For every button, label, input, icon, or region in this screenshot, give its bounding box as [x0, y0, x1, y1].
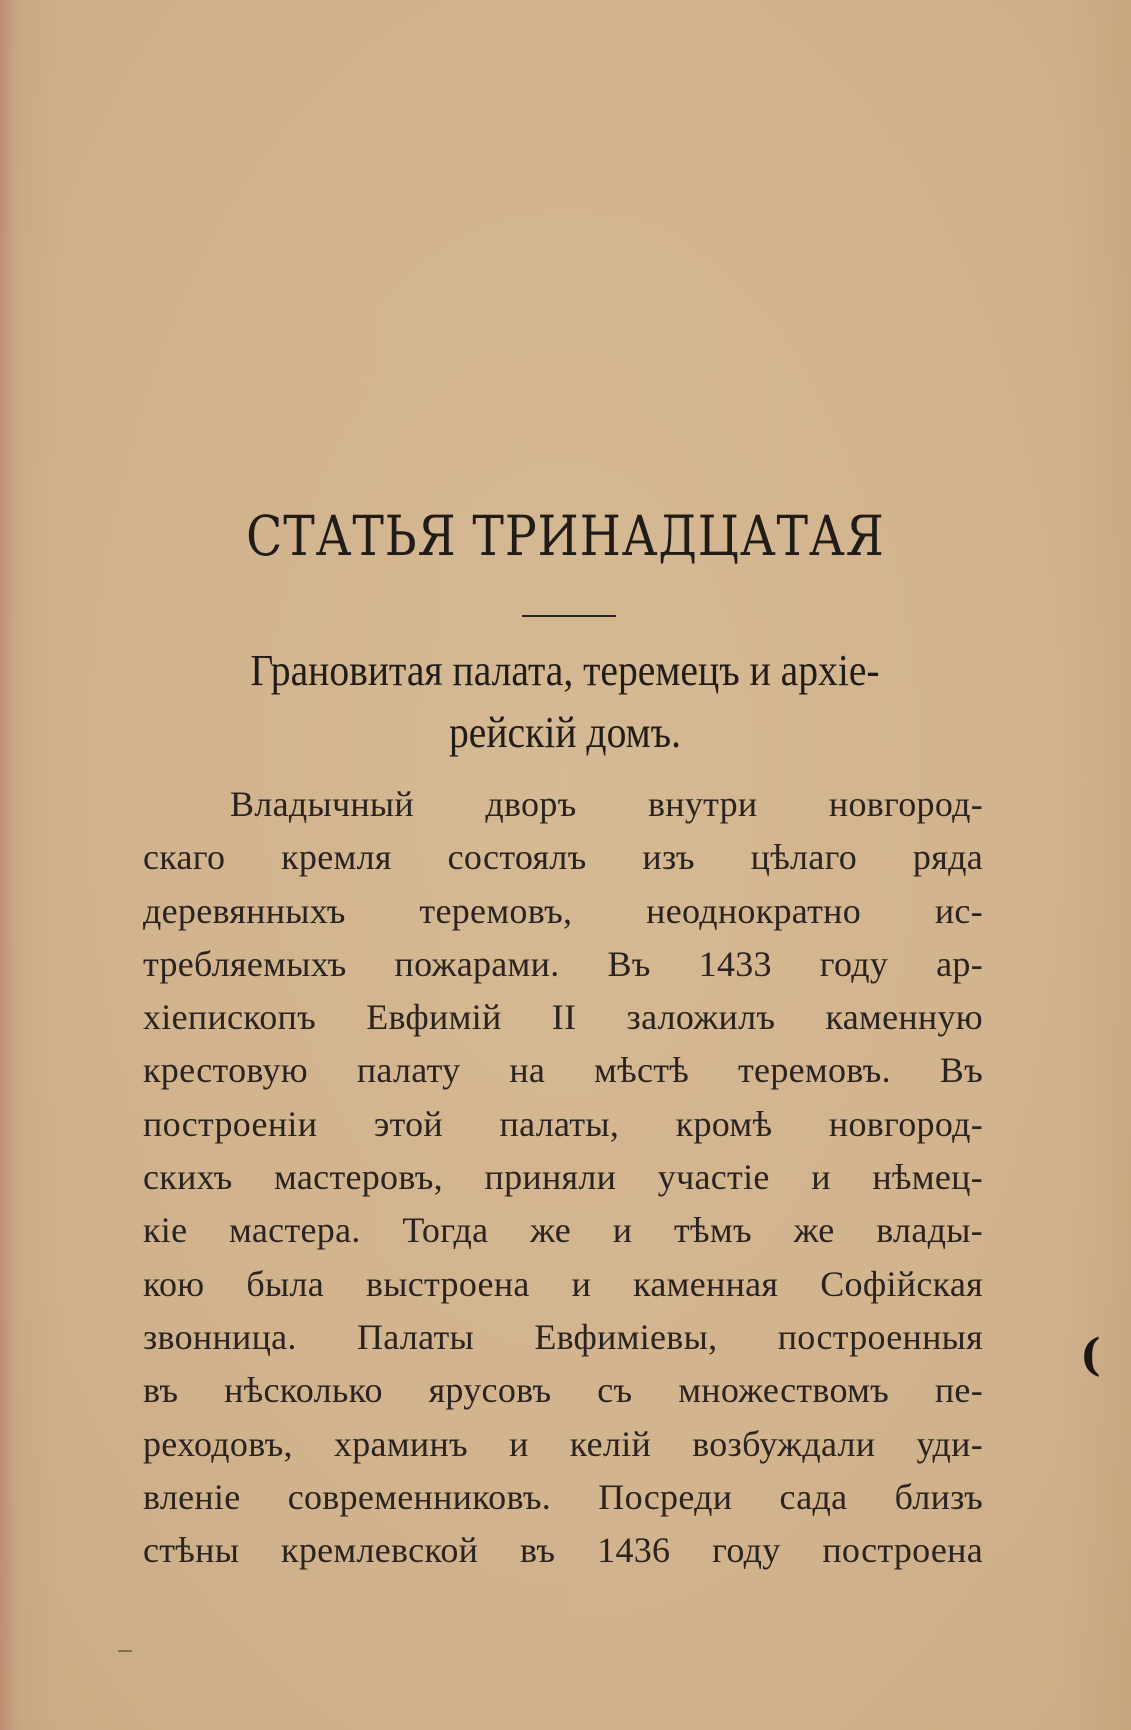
text-line: реходовъ, храминъ и келій возбуждали уди-: [143, 1423, 983, 1464]
text-line: кою была выстроена и каменная Софійская: [143, 1263, 983, 1304]
title-divider: [522, 615, 616, 617]
text-line: кіе мастера. Тогда же и тѣмъ же влады-: [143, 1210, 983, 1251]
text-line: стѣны кремлевской въ 1436 году построена: [143, 1530, 983, 1571]
subtitle-line: рейскій домъ.: [448, 708, 682, 757]
chapter-subtitle: [187, 640, 943, 764]
text-line: Владычный дворъ внутри новгород-: [230, 784, 983, 824]
body-paragraph: [143, 778, 983, 1577]
subtitle-line: Грановитая палата, теремецъ и архіе-: [250, 646, 880, 695]
page-speck: [118, 1650, 132, 1652]
text-line: въ нѣсколько ярусовъ съ множествомъ пе-: [143, 1370, 983, 1411]
text-line: скихъ мастеровъ, приняли участіе и нѣмец-: [143, 1157, 983, 1198]
text-line: хіепископъ Евфимій II заложилъ каменную: [143, 997, 983, 1038]
text-line: построеніи этой палаты, кромѣ новгород-: [143, 1103, 983, 1144]
text-line: крестовую палату на мѣстѣ теремовъ. Въ: [143, 1050, 983, 1091]
text-line: звонница. Палаты Евфиміевы, построенныя: [143, 1316, 983, 1357]
margin-mark: (: [1080, 1330, 1101, 1381]
text-line: требляемыхъ пожарами. Въ 1433 году ар-: [143, 943, 983, 984]
text-line: вленіе современниковъ. Посреди сада близъ: [143, 1476, 983, 1517]
page-edge-shadow: [0, 0, 14, 1730]
chapter-title: СТАТЬЯ ТРИНАДЦАТАЯ: [246, 504, 885, 568]
text-line: деревянныхъ теремовъ, неоднократно ис-: [143, 890, 983, 931]
text-line: скаго кремля состоялъ изъ цѣлаго ряда: [143, 837, 983, 878]
